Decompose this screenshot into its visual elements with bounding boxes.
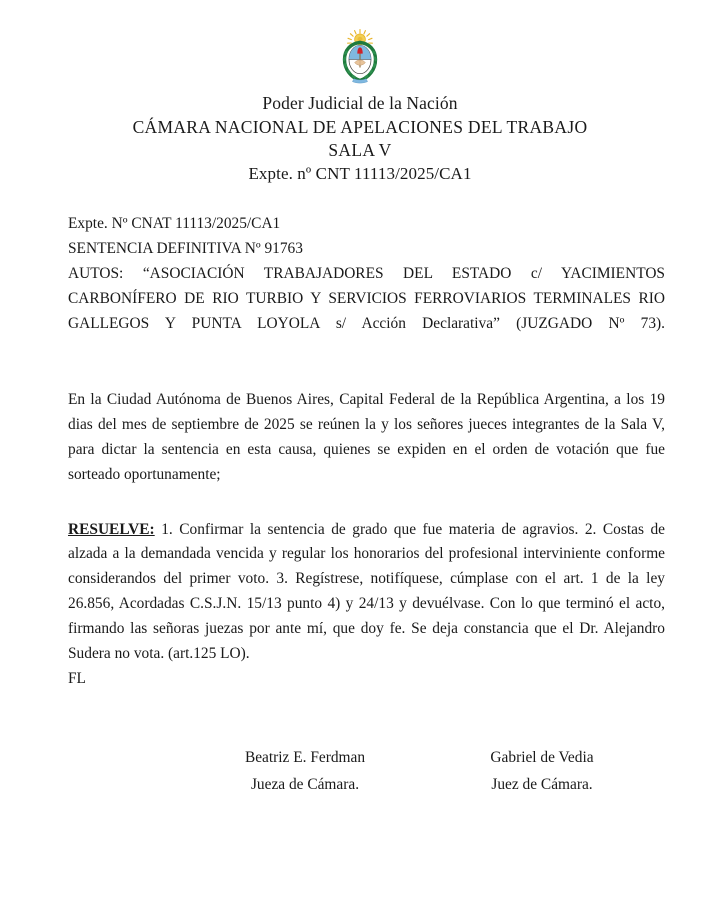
header-line-institution: Poder Judicial de la Nación [262,93,458,113]
signature-left [180,745,430,799]
resolution-paragraph [68,518,665,668]
case-sentencia-line: SENTENCIA DEFINITIVA Nº 91763 [68,239,303,257]
signature-right [432,745,652,799]
header-line-case-number: Expte. nº CNT 11113/2025/CA1 [248,163,472,183]
case-expediente-line: Expte. Nº CNAT 11113/2025/CA1 [68,215,281,232]
header-line-court: CÁMARA NACIONAL DE APELACIONES DEL TRABAJO [132,116,588,137]
document-header [0,92,720,186]
signature-block [68,745,665,799]
spacer [68,362,665,388]
argentina-coat-of-arms-icon [339,28,381,86]
preamble-paragraph: En la Ciudad Autónoma de Buenos Aires, Capital Federal de la República Argentina, a los 19 dias del mes de septiembre de 2025 se reúnen la y los señores jueces integrantes de la Sala V, para dictar la sentencia en esta causa, quienes se expiden en el orden de votación que fue sorteado oportunamente; [68,390,665,483]
resuelve-label: RESUELVE: [68,520,155,538]
resolution-text: 1. Confirmar la sentencia de grado que fue materia de agravios. 2. Costas de alzada a la demandada vencida y regular los honorarios del profesional interviniente conforme considerandos del primer voto. 3. Regístrese, notifíquese, cúmplase con el art. 1 de la ley 26.856, Acordadas C.S.J.N. 15/13 punto 4) y 24/13 y devuélvase. Con lo que terminó el acto, firmando las señoras juezas por ante mí, que doy fe. Se deja constancia que el Dr. Alejandro Sudera no vota. (art.125 LO). [68,520,665,663]
autos-paragraph: AUTOS: “ASOCIACIÓN TRABAJADORES DEL ESTADO c/ YACIMIENTOS CARBONÍFERO DE RIO TURBIO Y SERVICIOS FERROVIARIOS TERMINALES RIO GALLEGOS Y PUNTA LOYOLA s/ Acción Declarativa” (JUZGADO Nº 73). [68,264,665,332]
header-line-chamber: SALA V [328,140,392,161]
signature-role: Juez de Cámara. [491,775,593,793]
signature-name: Beatriz E. Ferdman [244,749,366,766]
signature-role: Jueza de Cámara. [250,775,360,793]
clerk-initials: FL [68,670,86,688]
emblem-container [0,0,720,86]
document-body [68,212,665,692]
signature-name: Gabriel de Vedia [490,749,594,766]
spacer [68,488,665,518]
